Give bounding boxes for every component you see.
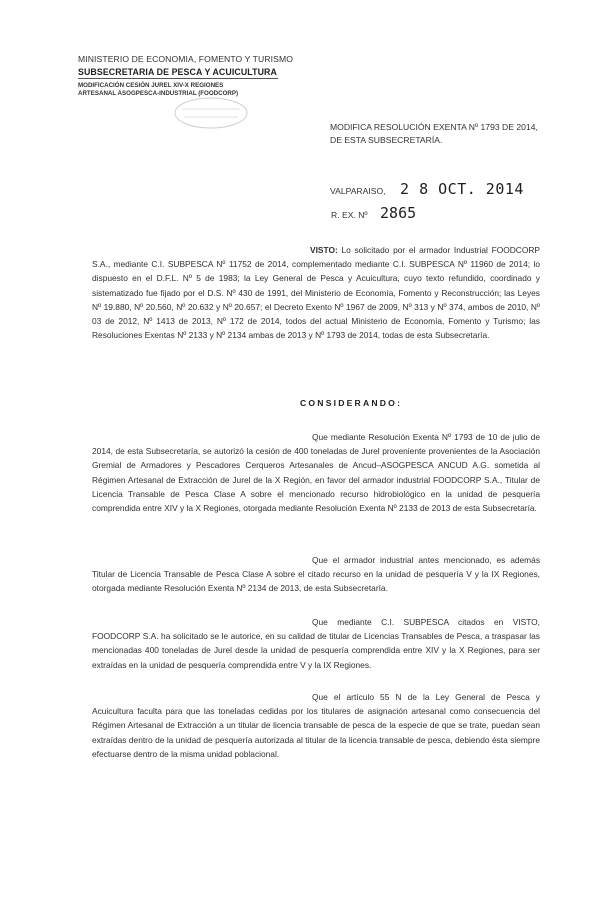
visto-text: Lo solicitado por el armador Industrial FOODCORP S.A., mediante C.I. SUBPESCA Nº 11752 de 2014, complementado mediante C.I. SUBPESCA Nº 11960 de 2014; lo dispuesto en el D.F.L. Nº 5 de 1983; la Ley General de Pesca y Acuicultura, cuyo texto refundido, coordinado y sistematizado fue fijado por el D.S. Nº 430 de 1991, del Ministerio de Economía, Fomento y Reconstrucción; las Leyes Nº 19.880, Nº 20.560, Nº 20.632 y Nº 20.657; el Decreto Exento Nº 1967 de 2009, Nº 313 y Nº 374, ambos de 2010, Nº 03 de 2012, Nº 1413 de 2013, Nº 172 de 2014, todos del actual Ministerio de Economía, Fomento y Turismo; las Resoluciones Exentas Nº 2133 y Nº 2134 ambas de 2013 y Nº 1793 de 2014, todas de esta Subsecretaría. bbox=[92, 245, 540, 341]
paragraph-text: Que mediante Resolución Exenta Nº 1793 de 10 de julio de 2014, de esta Subsecretaría, se autorizó la cesión de 400 toneladas de Jurel proveniente provenientes de la Asociación Gremial de Armadores y Pescadores Cerqueros Artesanales de Ancud–ASOGPESCA ANCUD A.G. sometida al Régimen Artesanal de Extracción de Jurel de la X Región, en favor del armador industrial FOODCORP S.A., Titular de Licencia Transable de Pesca Clase A sobre el mencionado recurso hidrobiológico en la unidad de pesquería comprendida entre XIV y la X Regiones, otorgada mediante Resolución Exenta Nº 2133 de 2013 de esta Subsecretaría. bbox=[92, 432, 540, 514]
header-underline bbox=[78, 78, 278, 79]
considerando-paragraph-1 bbox=[92, 430, 540, 515]
resolution-number-line bbox=[331, 204, 416, 223]
considerando-paragraph-2 bbox=[92, 553, 540, 596]
paragraph-text: Que mediante C.I. SUBPESCA citados en VISTO, FOODCORP S.A. ha solicitado se le autorice, en su calidad de titular de Licencias Transables de Pesca, a traspasar las mencionadas 400 toneladas de Jurel desde la unidad de pesquería comprendida entre XIV y la X Regiones, para ser extraídas en la unidad de pesquería comprendida entre V y la IX Regiones. bbox=[92, 617, 540, 670]
rex-number: 2865 bbox=[380, 204, 417, 222]
resolution-subject: MODIFICA RESOLUCIÓN EXENTA Nº 1793 DE 2014, DE ESTA SUBSECRETARÍA. bbox=[330, 122, 538, 145]
place-date-line bbox=[330, 180, 524, 199]
rex-label: R. EX. Nº bbox=[331, 210, 368, 220]
letterhead bbox=[78, 54, 308, 99]
subsecretaria-name: SUBSECRETARIA DE PESCA Y ACUICULTURA bbox=[78, 67, 277, 77]
visto-section bbox=[92, 243, 540, 342]
considerando-paragraph-4 bbox=[92, 690, 540, 761]
visto-label: VISTO: bbox=[310, 245, 338, 255]
considerando-paragraph-3 bbox=[92, 615, 540, 672]
modification-note-line1: MODIFICACIÓN CESIÓN JUREL XIV-X REGIONES bbox=[78, 82, 224, 89]
paragraph-text: Que el artículo 55 N de la Ley General de Pesca y Acuicultura faculta para que las toneladas cedidas por los titulares de asignación artesanal como consecuencia del Régimen Artesanal de Extracción a un titular de licencia transable de pesca de la especie de que se trate, puedan sean extraídas dentro de la unidad de pesquería autorizada al titular de la licencia transable de pesca, debiendo ésta siempre efectuarse dentro de la misma unidad poblacional. bbox=[92, 692, 540, 759]
paragraph-text: Que el armador industrial antes mencionado, es además Titular de Licencia Transable de Pesca Clase A sobre el citado recurso en la unidad de pesquería V y la IX Regiones, otorgada mediante Resolución Exenta Nº 2134 de 2013, de esta Subsecretaría. bbox=[92, 555, 540, 594]
ministry-name: MINISTERIO DE ECONOMIA, FOMENTO Y TURISMO bbox=[78, 54, 293, 64]
modification-note-line2: ARTESANAL ASOGPESCA-INDUSTRIAL (FOODCORP) bbox=[78, 90, 239, 98]
faded-stamp bbox=[172, 95, 250, 131]
considerando-heading: CONSIDERANDO: bbox=[300, 398, 403, 408]
resolution-date: 2 8 OCT. 2014 bbox=[400, 180, 524, 198]
place-label: VALPARAISO, bbox=[330, 186, 386, 196]
